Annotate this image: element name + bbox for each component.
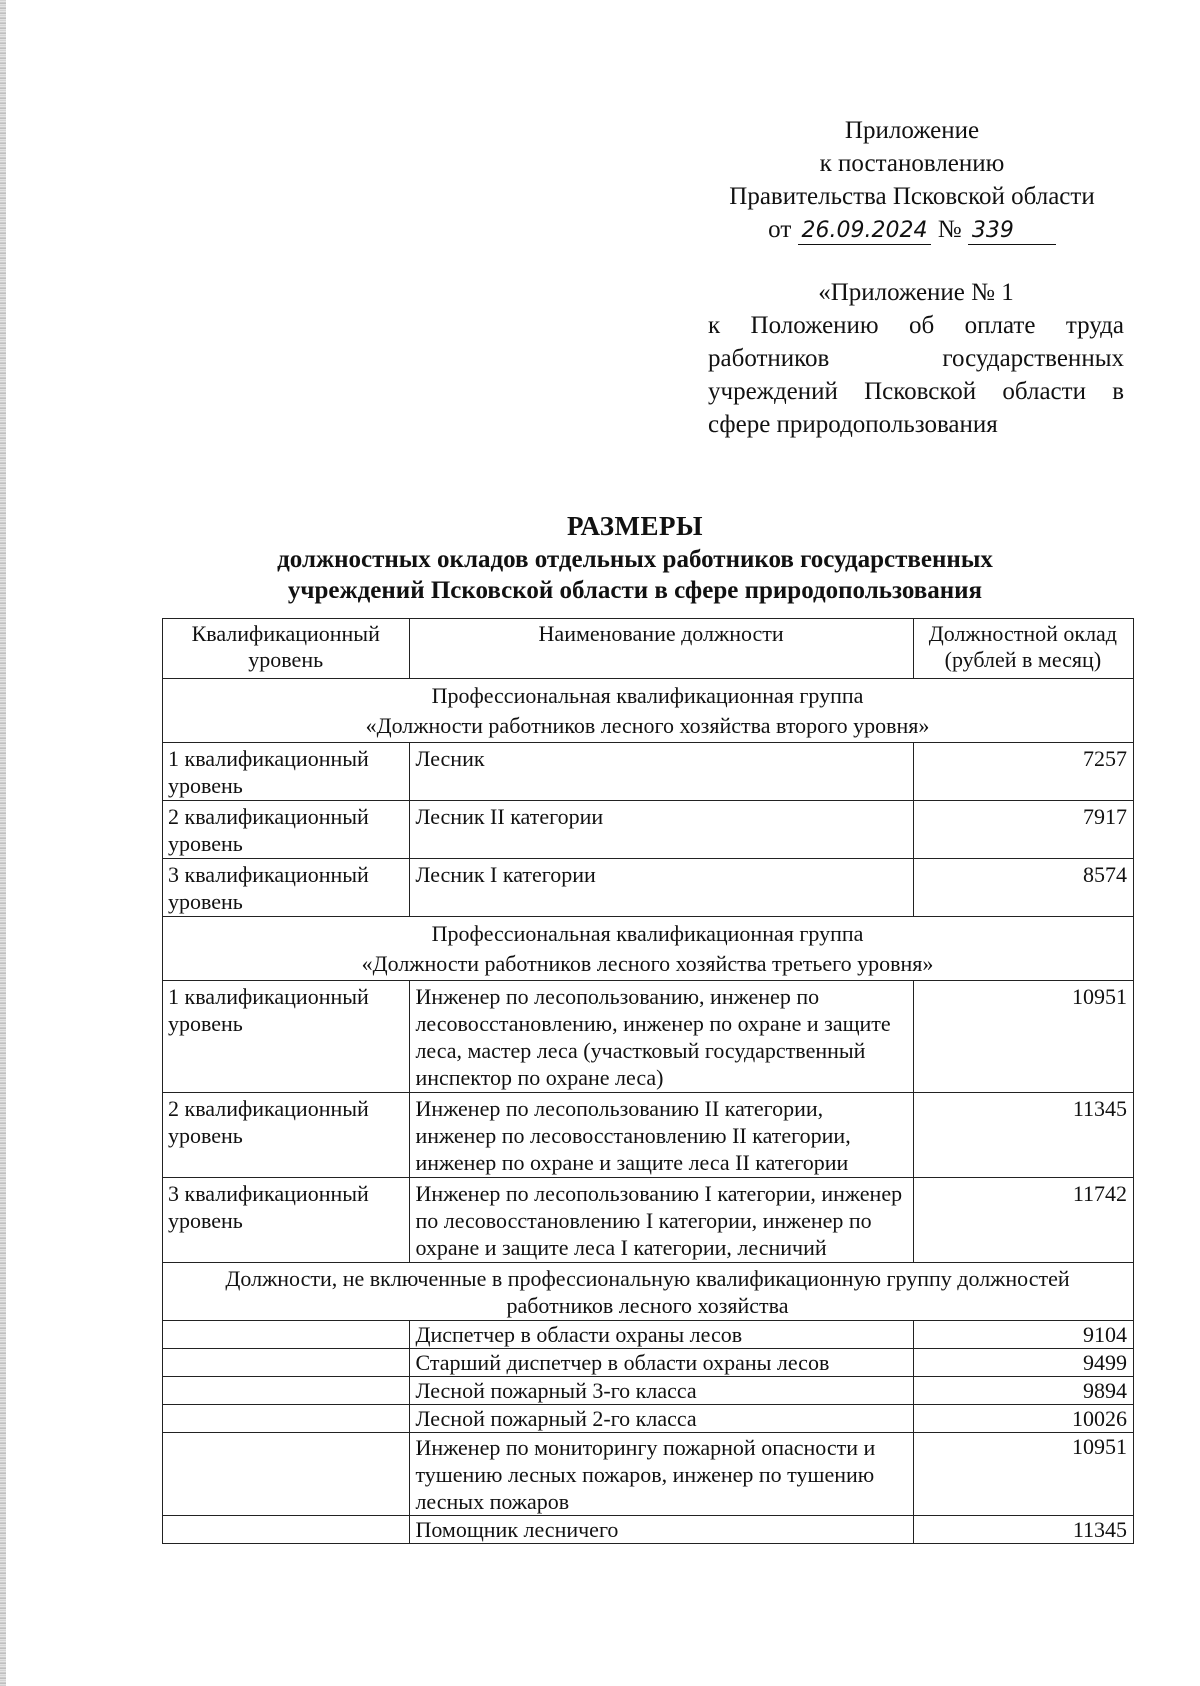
cell-level: [163, 1433, 410, 1516]
cell-level: 2 квалификационный уровень: [163, 1093, 410, 1178]
column-header-position: Наименование должности: [410, 619, 913, 679]
table-row: [163, 743, 1134, 801]
table-row: [163, 1405, 1134, 1433]
cell-salary: 9499: [913, 1349, 1133, 1377]
table-row: [163, 1433, 1134, 1516]
cell-position: Инженер по лесопользованию II категории, инженер по лесовосстановлению II категории, инженер по охране и защите леса II категории: [410, 1093, 913, 1178]
cell-level: 1 квалификационный уровень: [163, 743, 410, 801]
sub-appendix-title: «Приложение № 1: [818, 279, 1014, 306]
cell-salary: 10951: [913, 981, 1133, 1093]
group-title-line: Должности, не включенные в профессиональную квалификационную группу должностей: [225, 1266, 1070, 1291]
cell-level: 2 квалификационный уровень: [163, 801, 410, 859]
appendix-line: Приложение: [844, 117, 980, 144]
cell-position: Старший диспетчер в области охраны лесов: [410, 1349, 913, 1377]
group-title-line: работников лесного хозяйства: [506, 1293, 789, 1318]
cell-position: Лесной пожарный 3-го класса: [410, 1377, 913, 1405]
table-row: [163, 1093, 1134, 1178]
appendix-header: [700, 114, 1124, 246]
cell-position: Помощник лесничего: [410, 1516, 913, 1544]
table-row: [163, 1516, 1134, 1544]
cell-salary: 10026: [913, 1405, 1133, 1433]
table-row: [163, 801, 1134, 859]
cell-salary: 11345: [913, 1093, 1133, 1178]
group-header-row: [163, 917, 1134, 981]
group-title-line: Профессиональная квалификационная группа: [431, 921, 864, 946]
cell-level: 1 квалификационный уровень: [163, 981, 410, 1093]
cell-position: Лесной пожарный 2-го класса: [410, 1405, 913, 1433]
group-title-line: «Должности работников лесного хозяйства третьего уровня»: [361, 951, 934, 976]
date-prefix: от: [768, 216, 792, 243]
scan-edge-artifact: [0, 0, 6, 1686]
table-row: [163, 1321, 1134, 1349]
resolution-date-line: [700, 213, 1124, 246]
cell-salary: 8574: [913, 859, 1133, 917]
document-title-main: РАЗМЕРЫ: [566, 511, 704, 541]
cell-level: [163, 1321, 410, 1349]
document-subtitle-line: учреждений Псковской области в сфере природопользования: [287, 577, 983, 604]
cell-level: [163, 1405, 410, 1433]
sub-appendix-body: к Положению об оплате труда работников государственных учреждений Псковской области в сфере природопользования: [708, 312, 1124, 438]
cell-position: Диспетчер в области охраны лесов: [410, 1321, 913, 1349]
cell-position: Лесник: [410, 743, 913, 801]
document-title: [150, 508, 1120, 606]
appendix-line: Правительства Псковской области: [729, 183, 1095, 210]
sub-appendix-block: [708, 276, 1124, 441]
group-header-row: [163, 679, 1134, 743]
table-header-row: [163, 619, 1134, 679]
document-subtitle-line: должностных окладов отдельных работников государственных: [277, 546, 993, 573]
table-row: [163, 1178, 1134, 1263]
resolution-number: 339: [968, 218, 1056, 245]
group-title-line: Профессиональная квалификационная группа: [431, 683, 864, 708]
number-sign: №: [937, 216, 962, 243]
cell-level: [163, 1349, 410, 1377]
cell-level: [163, 1377, 410, 1405]
cell-salary: 7257: [913, 743, 1133, 801]
table-row: [163, 981, 1134, 1093]
group-title-line: «Должности работников лесного хозяйства второго уровня»: [365, 713, 930, 738]
table-row: [163, 1349, 1134, 1377]
cell-salary: 9104: [913, 1321, 1133, 1349]
cell-level: [163, 1516, 410, 1544]
cell-salary: 11345: [913, 1516, 1133, 1544]
cell-position: Инженер по мониторингу пожарной опасности и тушению лесных пожаров, инженер по тушению лесных пожаров: [410, 1433, 913, 1516]
column-header-salary: Должностной оклад (рублей в месяц): [913, 619, 1133, 679]
cell-level: 3 квалификационный уровень: [163, 859, 410, 917]
cell-level: 3 квалификационный уровень: [163, 1178, 410, 1263]
cell-salary: 9894: [913, 1377, 1133, 1405]
salary-table: [162, 618, 1134, 1544]
group-header-row: [163, 1263, 1134, 1321]
cell-position: Инженер по лесопользованию I категории, инженер по лесовосстановлению I категории, инженер по охране и защите леса I категории, лесничий: [410, 1178, 913, 1263]
appendix-line: к постановлению: [819, 150, 1005, 177]
group-title: [163, 917, 1134, 981]
cell-position: Лесник I категории: [410, 859, 913, 917]
column-header-level: Квалификационный уровень: [163, 619, 410, 679]
group-title: [163, 1263, 1134, 1321]
cell-salary: 10951: [913, 1433, 1133, 1516]
cell-salary: 7917: [913, 801, 1133, 859]
table-row: [163, 1377, 1134, 1405]
table-row: [163, 859, 1134, 917]
group-title: [163, 679, 1134, 743]
cell-position: Инженер по лесопользованию, инженер по лесовосстановлению, инженер по охране и защите леса, мастер леса (участковый государственный инспектор по охране леса): [410, 981, 913, 1093]
cell-position: Лесник II категории: [410, 801, 913, 859]
cell-salary: 11742: [913, 1178, 1133, 1263]
resolution-date: 26.09.2024: [798, 218, 932, 245]
